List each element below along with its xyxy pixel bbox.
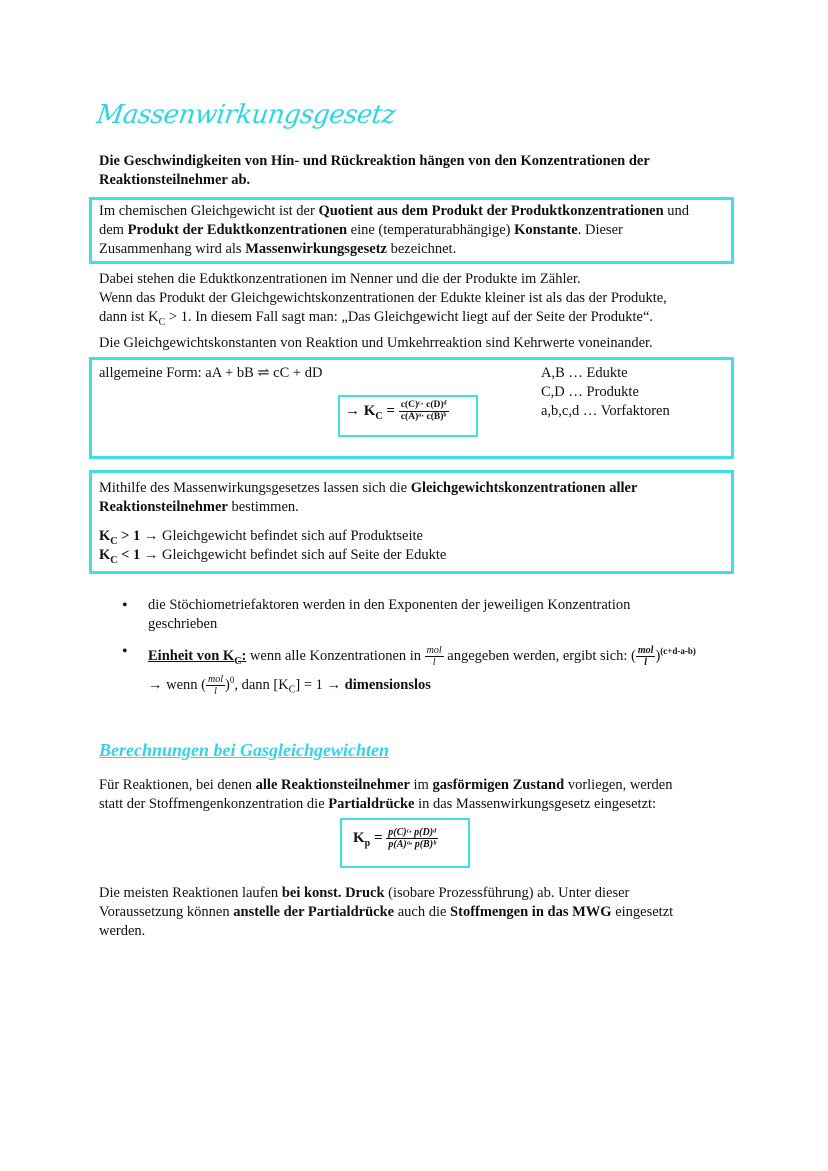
bullet-unit: • Einheit von $K_C$: wenn alle Konzentrationen in $\frac{\text{mol}}{l}$ angegeben werden, ergibt sich: ( $\frac{\text{mol}}{l}$ )$^{(c+d-a-b)}$ → wenn ( $\frac{\text{mol}}{l}$ )$^0$, dann $[K_C] = 1$ → dimensionslos (118, 642, 738, 699)
definition-line-3: Zusammenhang wird als Massenwirkungsgesetz bezeichnet. (99, 241, 457, 257)
final-line-1: Die meisten Reaktionen laufen bei konst. Druck (isobare Prozessführung) ab. Unter dieser (99, 885, 630, 901)
final-line-2: Voraussetzung können anstelle der Partialdrücke auch die Stoffmengen in das MWG eingesetzt (99, 904, 674, 920)
gas-line-2: statt der Stoffmengenkonzentration die Partialdrücke in das Massenwirkungsgesetz eingesetzt: (99, 796, 657, 812)
kc-less-one: $K_C < 1$ → Gleichgewicht befindet sich auf Seite der Edukte (99, 547, 447, 566)
kp-numerator: p(C)ᶜ· p(D)ᵈ (388, 827, 437, 838)
intro-line-1: Die Geschwindigkeiten von Hin- und Rückreaktion hängen von den Konzentrationen der (99, 153, 650, 169)
definition-line-1: Im chemischen Gleichgewicht ist der Quotient aus dem Produkt der Produktkonzentrationen und (99, 203, 690, 219)
paragraph-line-4: Die Gleichgewichtskonstanten von Reaktion und Umkehrreaktion sind Kehrwerte voneinander. (99, 335, 653, 351)
gas-line-1: Für Reaktionen, bei denen alle Reaktionsteilnehmer im gasförmigen Zustand vorliegen, werden (99, 777, 673, 793)
legend (541, 364, 670, 421)
paragraph-line-1: Dabei stehen die Eduktkonzentrationen im Nenner und die der Produkte im Zähler. (99, 271, 581, 287)
kc-numerator: c(C)ᶜ· c(D)ᵈ (400, 400, 447, 410)
bullet-list (118, 596, 738, 699)
kp-denominator: p(A)ᵃ· p(B)ᵇ (388, 839, 436, 850)
intro-line-2: Reaktionsteilnehmer ab. (99, 172, 251, 188)
paragraph-line-2: Wenn das Produkt der Gleichgewichtskonzentrationen der Edukte kleiner ist als das der Produkte, (99, 290, 667, 306)
bullet-stoichiometry: • die Stöchiometriefaktoren werden in den Exponenten der jeweiligen Konzentration geschrieben (118, 596, 738, 634)
page-title: Massenwirkungsgesetz (94, 100, 398, 130)
kc-interpretation-line-1: Mithilfe des Massenwirkungsgesetzes lassen sich die Gleichgewichtskonzentrationen aller (99, 480, 638, 496)
kc-formula: → $K_C$ = $\frac{\text{c(C)ᶜ· c(D)ᵈ}}{\text{c(A)ᵃ· c(B)ᵇ}}$ (345, 400, 447, 422)
general-form-text: allgemeine Form: aA + bB ⇌ cC + dD (99, 365, 323, 381)
final-line-3: werden. (99, 923, 146, 939)
legend-edukte: A,B … Edukte (541, 365, 628, 381)
definition-line-2: dem Produkt der Eduktkonzentrationen eine (temperaturabhängige) Konstante. Dieser (99, 222, 623, 238)
kc-greater-one: $K_C > 1$ → Gleichgewicht befindet sich auf Produktseite (99, 528, 423, 547)
kp-formula: $K_p$ = $\frac{\text{p(C)ᶜ· p(D)ᵈ}}{\text{p(A)ᵃ· p(B)ᵇ}}$ (353, 827, 437, 850)
legend-vorfaktoren: a,b,c,d … Vorfaktoren (541, 403, 670, 419)
paragraph-line-3: dann ist $K_C > 1$. In diesem Fall sagt man: „Das Gleichgewicht liegt auf der Seite der Produkte“. (99, 309, 654, 328)
gas-section-heading: Berechnungen bei Gasgleichgewichten (99, 740, 390, 760)
kc-interpretation-line-2: Reaktionsteilnehmer bestimmen. (99, 499, 299, 515)
legend-produkte: C,D … Produkte (541, 384, 639, 400)
kc-denominator: c(A)ᵃ· c(B)ᵇ (400, 412, 447, 422)
